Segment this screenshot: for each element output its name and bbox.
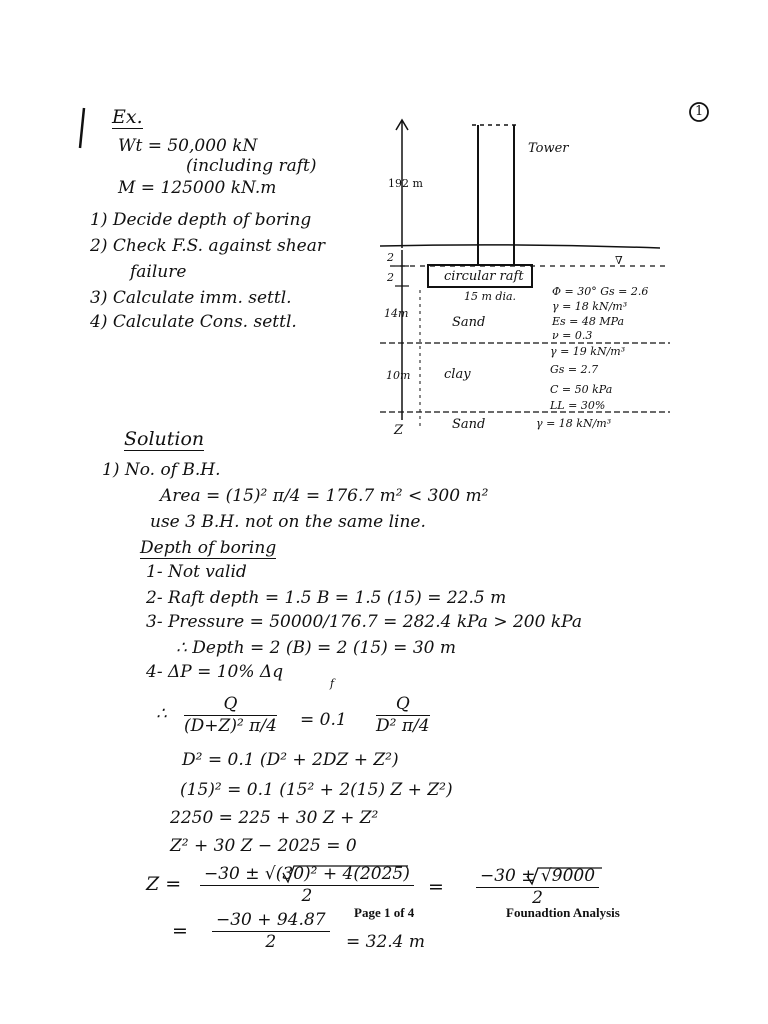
clay-prop-3: C = 50 kPa <box>550 383 613 396</box>
eq1-left-fraction <box>184 696 277 735</box>
depth-z: Z <box>394 423 404 438</box>
eq6-numerator: −30 ± √(30)² + 4(2025) <box>200 866 414 886</box>
depth-item-4-sub: f <box>330 677 335 690</box>
eq6-lhs: Z = <box>146 873 182 895</box>
eq7-result: = 32.4 m <box>346 932 426 952</box>
sand-prop-3: Es = 48 MPa <box>552 315 625 328</box>
eq7-numerator: −30 + 94.87 <box>212 912 330 932</box>
layer-clay: clay <box>444 367 471 382</box>
eq6-right-fraction <box>476 868 599 907</box>
raft-diameter: 15 m dia. <box>464 290 517 303</box>
task-2-cont: failure <box>130 262 187 282</box>
eq1-right-fraction <box>376 696 430 735</box>
solution-title: Solution <box>124 428 205 450</box>
eq6-denominator: 2 <box>301 886 313 906</box>
footer-page: Page 1 of 4 <box>354 905 415 920</box>
step-1: 1) No. of B.H. <box>102 460 221 480</box>
eq1-right-numerator: Q <box>376 696 430 716</box>
eq1-numerator: Q <box>184 696 277 716</box>
depth-item-1: 1- Not valid <box>146 562 247 582</box>
depth-10: 10m <box>386 369 411 382</box>
layer-sand-1: Sand <box>452 315 486 330</box>
eq7-lhs: = <box>172 920 188 942</box>
eq-therefore: ∴ <box>156 704 167 724</box>
task-4: 4) Calculate Cons. settl. <box>90 312 297 332</box>
eq2: D² = 0.1 (D² + 2DZ + Z²) <box>182 750 399 770</box>
depth-item-3b: ∴ Depth = 2 (B) = 2 (15) = 30 m <box>176 638 456 658</box>
task-3: 3) Calculate imm. settl. <box>90 288 292 308</box>
eq7-denominator: 2 <box>265 932 277 952</box>
depth-item-2: 2- Raft depth = 1.5 B = 1.5 (15) = 22.5 m <box>146 588 507 608</box>
eq5: Z² + 30 Z − 2025 = 0 <box>170 836 357 856</box>
clay-prop-1: γ = 19 kN/m³ <box>550 345 626 358</box>
water-table-icon: ∇ <box>615 254 623 267</box>
clay-prop-4: LL = 30% <box>550 399 606 412</box>
depth-2a: 2 <box>387 251 394 264</box>
clay-prop-2: Gs = 2.7 <box>550 363 599 376</box>
given-weight: Wt = 50,000 kN <box>118 136 258 156</box>
sand-prop-4: ν = 0.3 <box>552 329 593 342</box>
sand-prop-1: Φ = 30° Gs = 2.6 <box>552 285 649 298</box>
depth-2b: 2 <box>387 271 394 284</box>
eq3: (15)² = 0.1 (15² + 2(15) Z + Z²) <box>180 780 453 800</box>
depth-item-4: 4- ΔP = 10% Δq <box>146 662 284 682</box>
eq6-right-denominator: 2 <box>532 888 543 908</box>
eq4: 2250 = 225 + 30 Z + Z² <box>170 808 379 828</box>
depth-title: Depth of boring <box>140 538 277 558</box>
page-number: 1 <box>695 104 704 119</box>
use-line: use 3 B.H. not on the same line. <box>150 512 426 532</box>
depth-item-3: 3- Pressure = 50000/176.7 = 282.4 kPa > 200 kPa <box>146 612 582 632</box>
example-label: Ex. <box>112 106 143 128</box>
eq6-fraction <box>200 866 414 905</box>
eq1-denominator: (D+Z)² π/4 <box>184 716 277 736</box>
given-moment: M = 125000 kN.m <box>118 178 277 198</box>
eq1-right-denominator: D² π/4 <box>376 716 430 736</box>
sand2-prop: γ = 18 kN/m³ <box>536 417 612 430</box>
eq6-right-numerator: −30 ± √9000 <box>476 868 599 888</box>
tower-label: Tower <box>528 141 569 156</box>
footer-course: Founadtion Analysis <box>506 905 620 920</box>
given-weight-note: (including raft) <box>186 156 317 176</box>
eq6-equals: = <box>428 876 444 898</box>
eq1-mid: = 0.1 <box>300 710 347 730</box>
raft-label: circular raft <box>444 269 524 284</box>
task-2: 2) Check F.S. against shear <box>90 236 325 256</box>
task-1: 1) Decide depth of boring <box>90 210 312 230</box>
eq7-fraction <box>212 912 330 951</box>
height-label: 192 m <box>388 177 423 190</box>
layer-sand-2: Sand <box>452 417 486 432</box>
area-line: Area = (15)² π/4 = 176.7 m² < 300 m² <box>160 486 489 506</box>
sand-prop-2: γ = 18 kN/m³ <box>552 300 628 313</box>
depth-14: 14m <box>384 307 409 320</box>
